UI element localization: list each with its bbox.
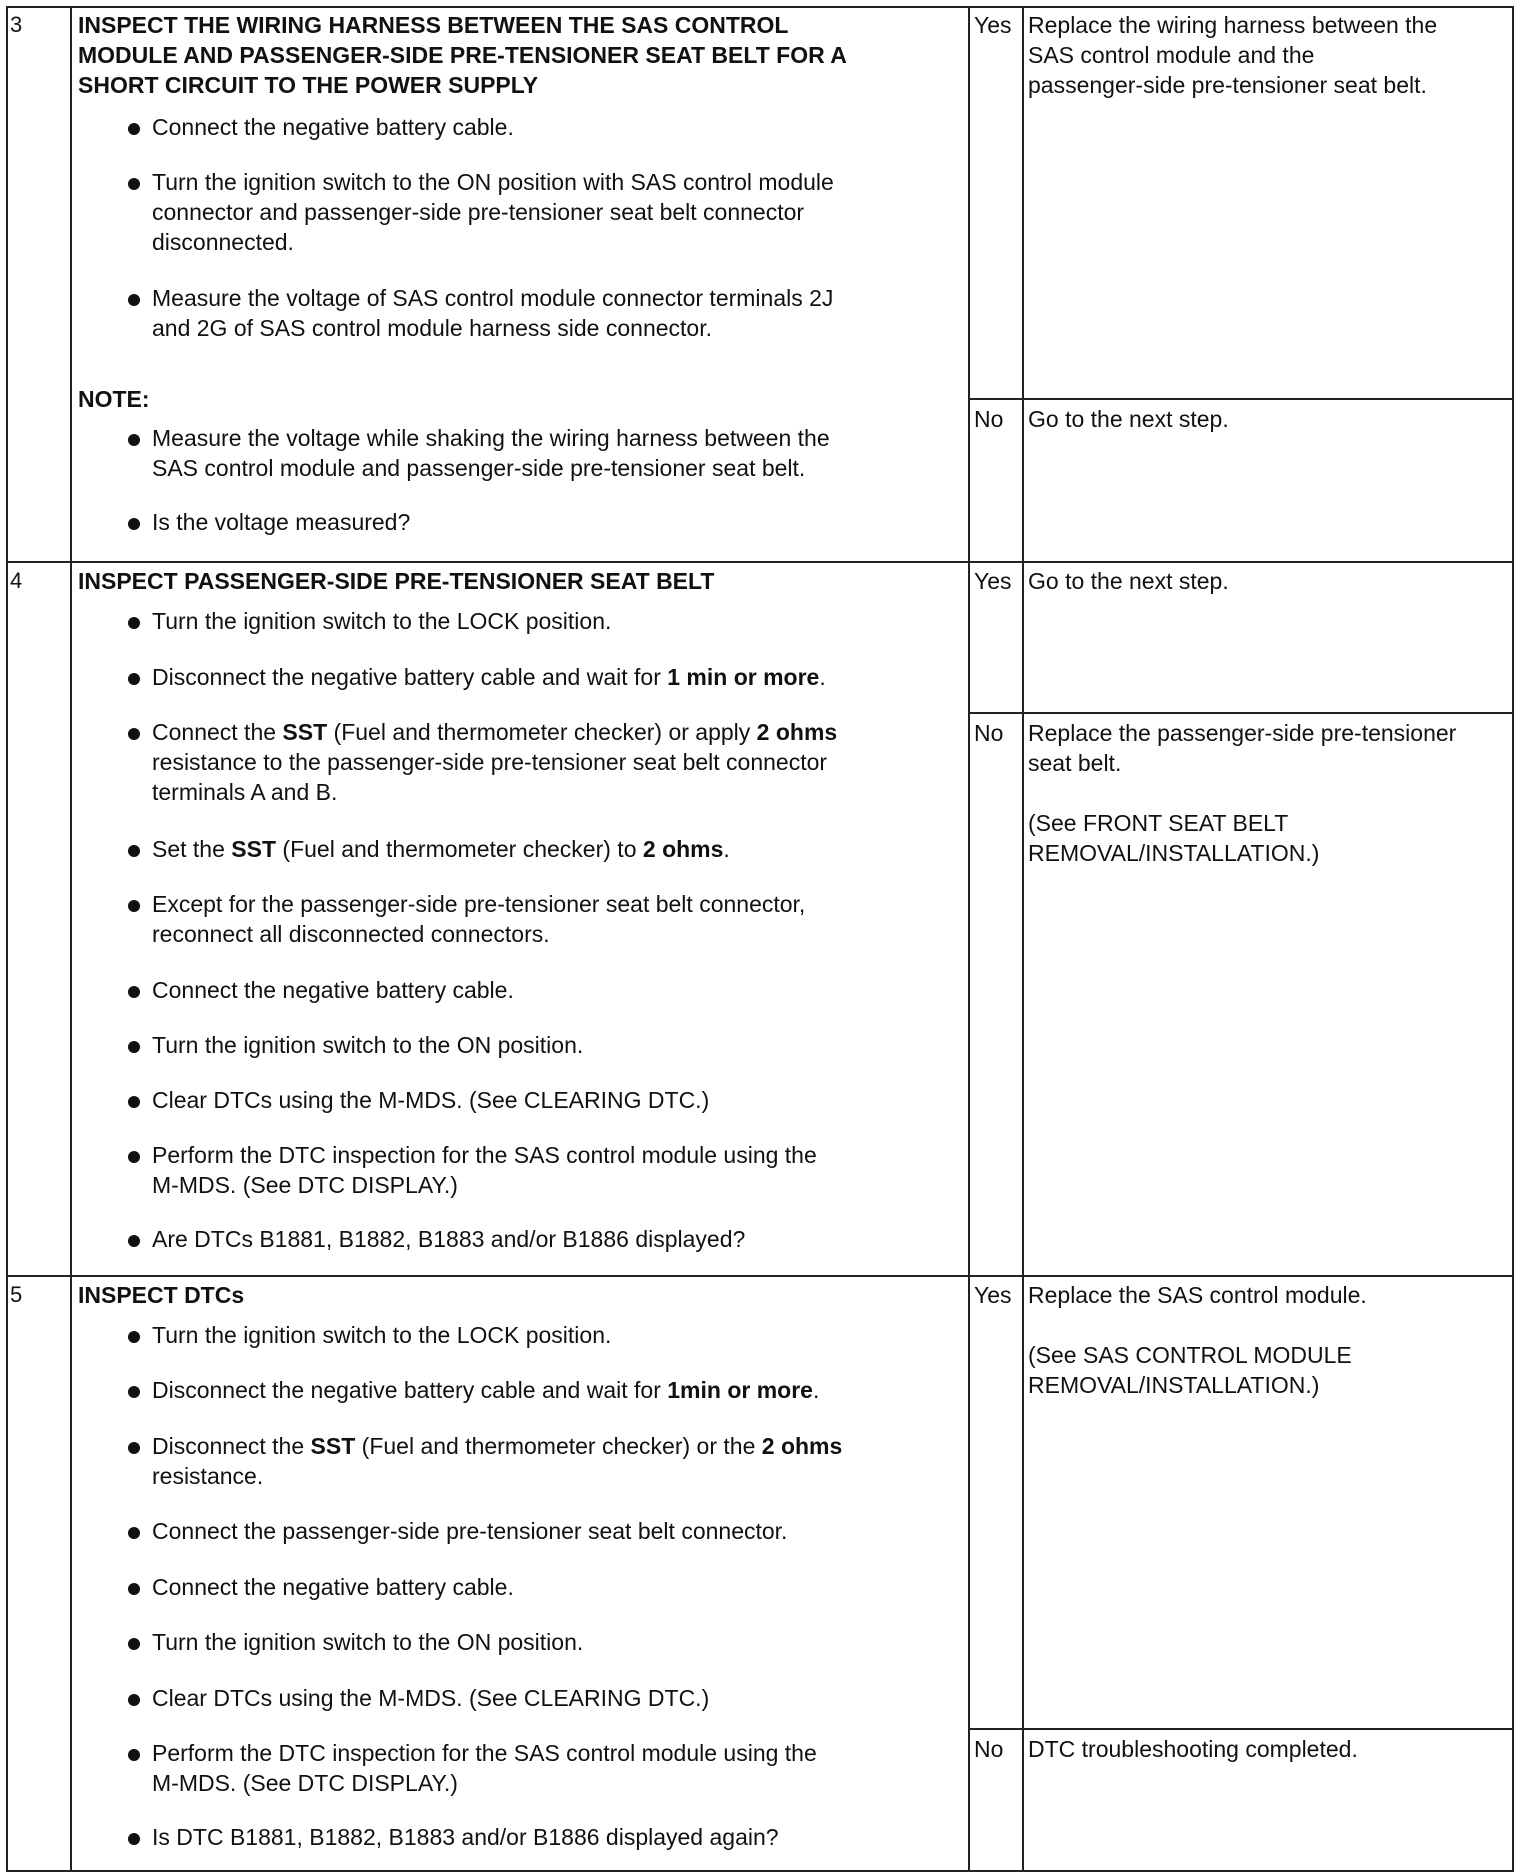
text-run: Connect the passenger-side pre-tensioner seat belt connector.	[152, 1518, 788, 1544]
inspection-step	[152, 889, 805, 919]
step-column-divider	[70, 6, 72, 1872]
bold-value: 2 ohms	[761, 1433, 843, 1459]
inspection-step	[152, 197, 804, 227]
inspection-step	[152, 717, 837, 747]
step-title: INSPECT DTCs	[78, 1282, 245, 1308]
bold-value: 2 ohms	[642, 836, 724, 862]
inspection-step	[152, 167, 834, 197]
bullet-icon	[128, 178, 140, 190]
row-divider	[6, 1275, 1514, 1277]
bullet-icon	[128, 294, 140, 306]
inspection-step	[152, 606, 611, 636]
yes-action: passenger-side pre-tensioner seat belt.	[1028, 72, 1427, 98]
inspection-step	[152, 1375, 819, 1405]
bold-value: SST	[282, 719, 328, 745]
step-title: SHORT CIRCUIT TO THE POWER SUPPLY	[78, 72, 539, 98]
bullet-icon	[128, 123, 140, 135]
inspection-step	[152, 662, 826, 692]
note-step	[152, 423, 830, 453]
row-divider	[6, 561, 1514, 563]
no-action: DTC troubleshooting completed.	[1028, 1736, 1358, 1762]
no-action: REMOVAL/INSTALLATION.)	[1028, 840, 1320, 866]
bullet-icon	[128, 1527, 140, 1539]
yes-action: Replace the wiring harness between the	[1028, 12, 1438, 38]
bullet-icon	[128, 900, 140, 912]
yes-action: REMOVAL/INSTALLATION.)	[1028, 1372, 1320, 1398]
text-run: Connect the negative battery cable.	[152, 114, 514, 140]
inspection-step	[152, 1170, 458, 1200]
inspection-step	[152, 919, 550, 949]
note-step	[152, 453, 805, 483]
bold-value: 1 min or more	[667, 664, 820, 690]
text-run: reconnect all disconnected connectors.	[152, 921, 550, 947]
inspection-step	[152, 1516, 787, 1546]
yes-no-divider	[968, 398, 1514, 400]
bullet-icon	[128, 1694, 140, 1706]
no-label: No	[974, 720, 1004, 746]
no-action: Replace the passenger-side pre-tensioner	[1028, 720, 1457, 746]
bullet-icon	[128, 1442, 140, 1454]
inspection-step	[152, 1140, 817, 1170]
inspection-step	[152, 1461, 263, 1491]
text-run: Turn the ignition switch to the LOCK position.	[152, 608, 612, 634]
text-run: Clear DTCs using the M-MDS. (See CLEARING DTC.)	[152, 1685, 710, 1711]
bullet-icon	[128, 434, 140, 446]
text-run: resistance to the passenger-side pre-tensioner seat belt connector	[152, 749, 828, 775]
text-run: connector and passenger-side pre-tensioner seat belt connector	[152, 199, 805, 225]
note-heading: NOTE:	[78, 386, 150, 412]
text-run: Perform the DTC inspection for the SAS control module using the	[152, 1740, 817, 1766]
text-run: .	[819, 664, 826, 690]
inspection-step	[152, 1320, 611, 1350]
yes-no-divider	[968, 712, 1514, 714]
bullet-icon	[128, 728, 140, 740]
note-step	[152, 507, 410, 537]
yes-action: SAS control module and the	[1028, 42, 1315, 68]
inspection-step	[152, 1224, 745, 1254]
inspection-step	[152, 227, 294, 257]
inspection-step	[152, 1431, 842, 1461]
inspection-step	[152, 313, 712, 343]
text-run: terminals A and B.	[152, 779, 338, 805]
inspection-step	[152, 1030, 583, 1060]
text-run: Turn the ignition switch to the LOCK position.	[152, 1322, 612, 1348]
inspection-step	[152, 834, 730, 864]
text-run: Connect the negative battery cable.	[152, 1574, 514, 1600]
text-run: resistance.	[152, 1463, 264, 1489]
inspection-step	[152, 1822, 779, 1852]
inspection-step	[152, 747, 827, 777]
step-number: 4	[10, 568, 23, 593]
no-action: (See FRONT SEAT BELT	[1028, 810, 1289, 836]
text-run: Measure the voltage while shaking the wiring harness between the	[152, 425, 830, 451]
yes-action: Replace the SAS control module.	[1028, 1282, 1367, 1308]
text-run: and 2G of SAS control module harness side connector.	[152, 315, 712, 341]
bold-value: SST	[231, 836, 277, 862]
bold-value: SST	[310, 1433, 356, 1459]
text-run: .	[812, 1377, 820, 1403]
inspection-step	[152, 1683, 709, 1713]
bullet-icon	[128, 1151, 140, 1163]
inspection-step	[152, 1768, 458, 1798]
text-run: Clear DTCs using the M-MDS. (See CLEARING DTC.)	[152, 1087, 710, 1113]
text-run: Disconnect the negative battery cable and wait for	[152, 664, 668, 690]
inspection-step	[152, 112, 514, 142]
bullet-icon	[128, 1235, 140, 1247]
text-run: disconnected.	[152, 229, 294, 255]
bullet-icon	[128, 845, 140, 857]
bullet-icon	[128, 617, 140, 629]
text-run: .	[723, 836, 730, 862]
yes-label: Yes	[974, 568, 1012, 594]
inspection-step	[152, 1627, 583, 1657]
bullet-icon	[128, 1638, 140, 1650]
inspection-step	[152, 1085, 709, 1115]
bullet-icon	[128, 1833, 140, 1845]
step-title: INSPECT PASSENGER-SIDE PRE-TENSIONER SEAT BELT	[78, 568, 715, 594]
bullet-icon	[128, 518, 140, 530]
no-label: No	[974, 406, 1004, 432]
step-title: INSPECT THE WIRING HARNESS BETWEEN THE SAS CONTROL	[78, 12, 789, 38]
yes-label: Yes	[974, 1282, 1012, 1308]
text-run: Except for the passenger-side pre-tensioner seat belt connector,	[152, 891, 806, 917]
inspection-step	[152, 1572, 514, 1602]
text-run: Disconnect the negative battery cable and wait for	[152, 1377, 668, 1403]
action-column-divider	[1022, 6, 1024, 1872]
text-run: Are DTCs B1881, B1882, B1883 and/or B1886 displayed?	[152, 1226, 746, 1252]
bold-value: 2 ohms	[756, 719, 838, 745]
text-run: (Fuel and thermometer checker) or the	[355, 1433, 762, 1459]
inspection-step	[152, 283, 833, 313]
text-run: Turn the ignition switch to the ON position.	[152, 1032, 584, 1058]
text-run: M-MDS. (See DTC DISPLAY.)	[152, 1172, 458, 1198]
no-action: Go to the next step.	[1028, 406, 1229, 432]
yes-action: Go to the next step.	[1028, 568, 1229, 594]
bullet-icon	[128, 986, 140, 998]
text-run: Turn the ignition switch to the ON position with SAS control module	[152, 169, 834, 195]
text-run: Connect the	[152, 719, 283, 745]
bullet-icon	[128, 1331, 140, 1343]
text-run: Is the voltage measured?	[152, 509, 411, 535]
bold-value: 1min or more	[667, 1377, 813, 1403]
text-run: Perform the DTC inspection for the SAS control module using the	[152, 1142, 817, 1168]
text-run: Connect the negative battery cable.	[152, 977, 514, 1003]
inspection-step	[152, 1738, 817, 1768]
bullet-icon	[128, 673, 140, 685]
yes-action: (See SAS CONTROL MODULE	[1028, 1342, 1352, 1368]
inspection-step	[152, 975, 514, 1005]
result-column-divider	[968, 6, 970, 1872]
text-run: Set the	[152, 836, 232, 862]
no-label: No	[974, 1736, 1004, 1762]
bullet-icon	[128, 1583, 140, 1595]
step-number: 5	[10, 1282, 23, 1307]
no-action: seat belt.	[1028, 750, 1122, 776]
text-run: (Fuel and thermometer checker) to	[276, 836, 643, 862]
bullet-icon	[128, 1096, 140, 1108]
step-number: 3	[10, 12, 23, 37]
text-run: M-MDS. (See DTC DISPLAY.)	[152, 1770, 458, 1796]
text-run: SAS control module and passenger-side pre-tensioner seat belt.	[152, 455, 806, 481]
text-run: Measure the voltage of SAS control module connector terminals 2J	[152, 285, 834, 311]
step-title: MODULE AND PASSENGER-SIDE PRE-TENSIONER SEAT BELT FOR A	[78, 42, 847, 68]
text-run: Turn the ignition switch to the ON position.	[152, 1629, 584, 1655]
inspection-step	[152, 777, 337, 807]
yes-label: Yes	[974, 12, 1012, 38]
yes-no-divider	[968, 1728, 1514, 1730]
text-run: (Fuel and thermometer checker) or apply	[327, 719, 757, 745]
text-run: Is DTC B1881, B1882, B1883 and/or B1886 displayed again?	[152, 1824, 779, 1850]
bullet-icon	[128, 1041, 140, 1053]
bullet-icon	[128, 1749, 140, 1761]
bullet-icon	[128, 1386, 140, 1398]
text-run: Disconnect the	[152, 1433, 311, 1459]
